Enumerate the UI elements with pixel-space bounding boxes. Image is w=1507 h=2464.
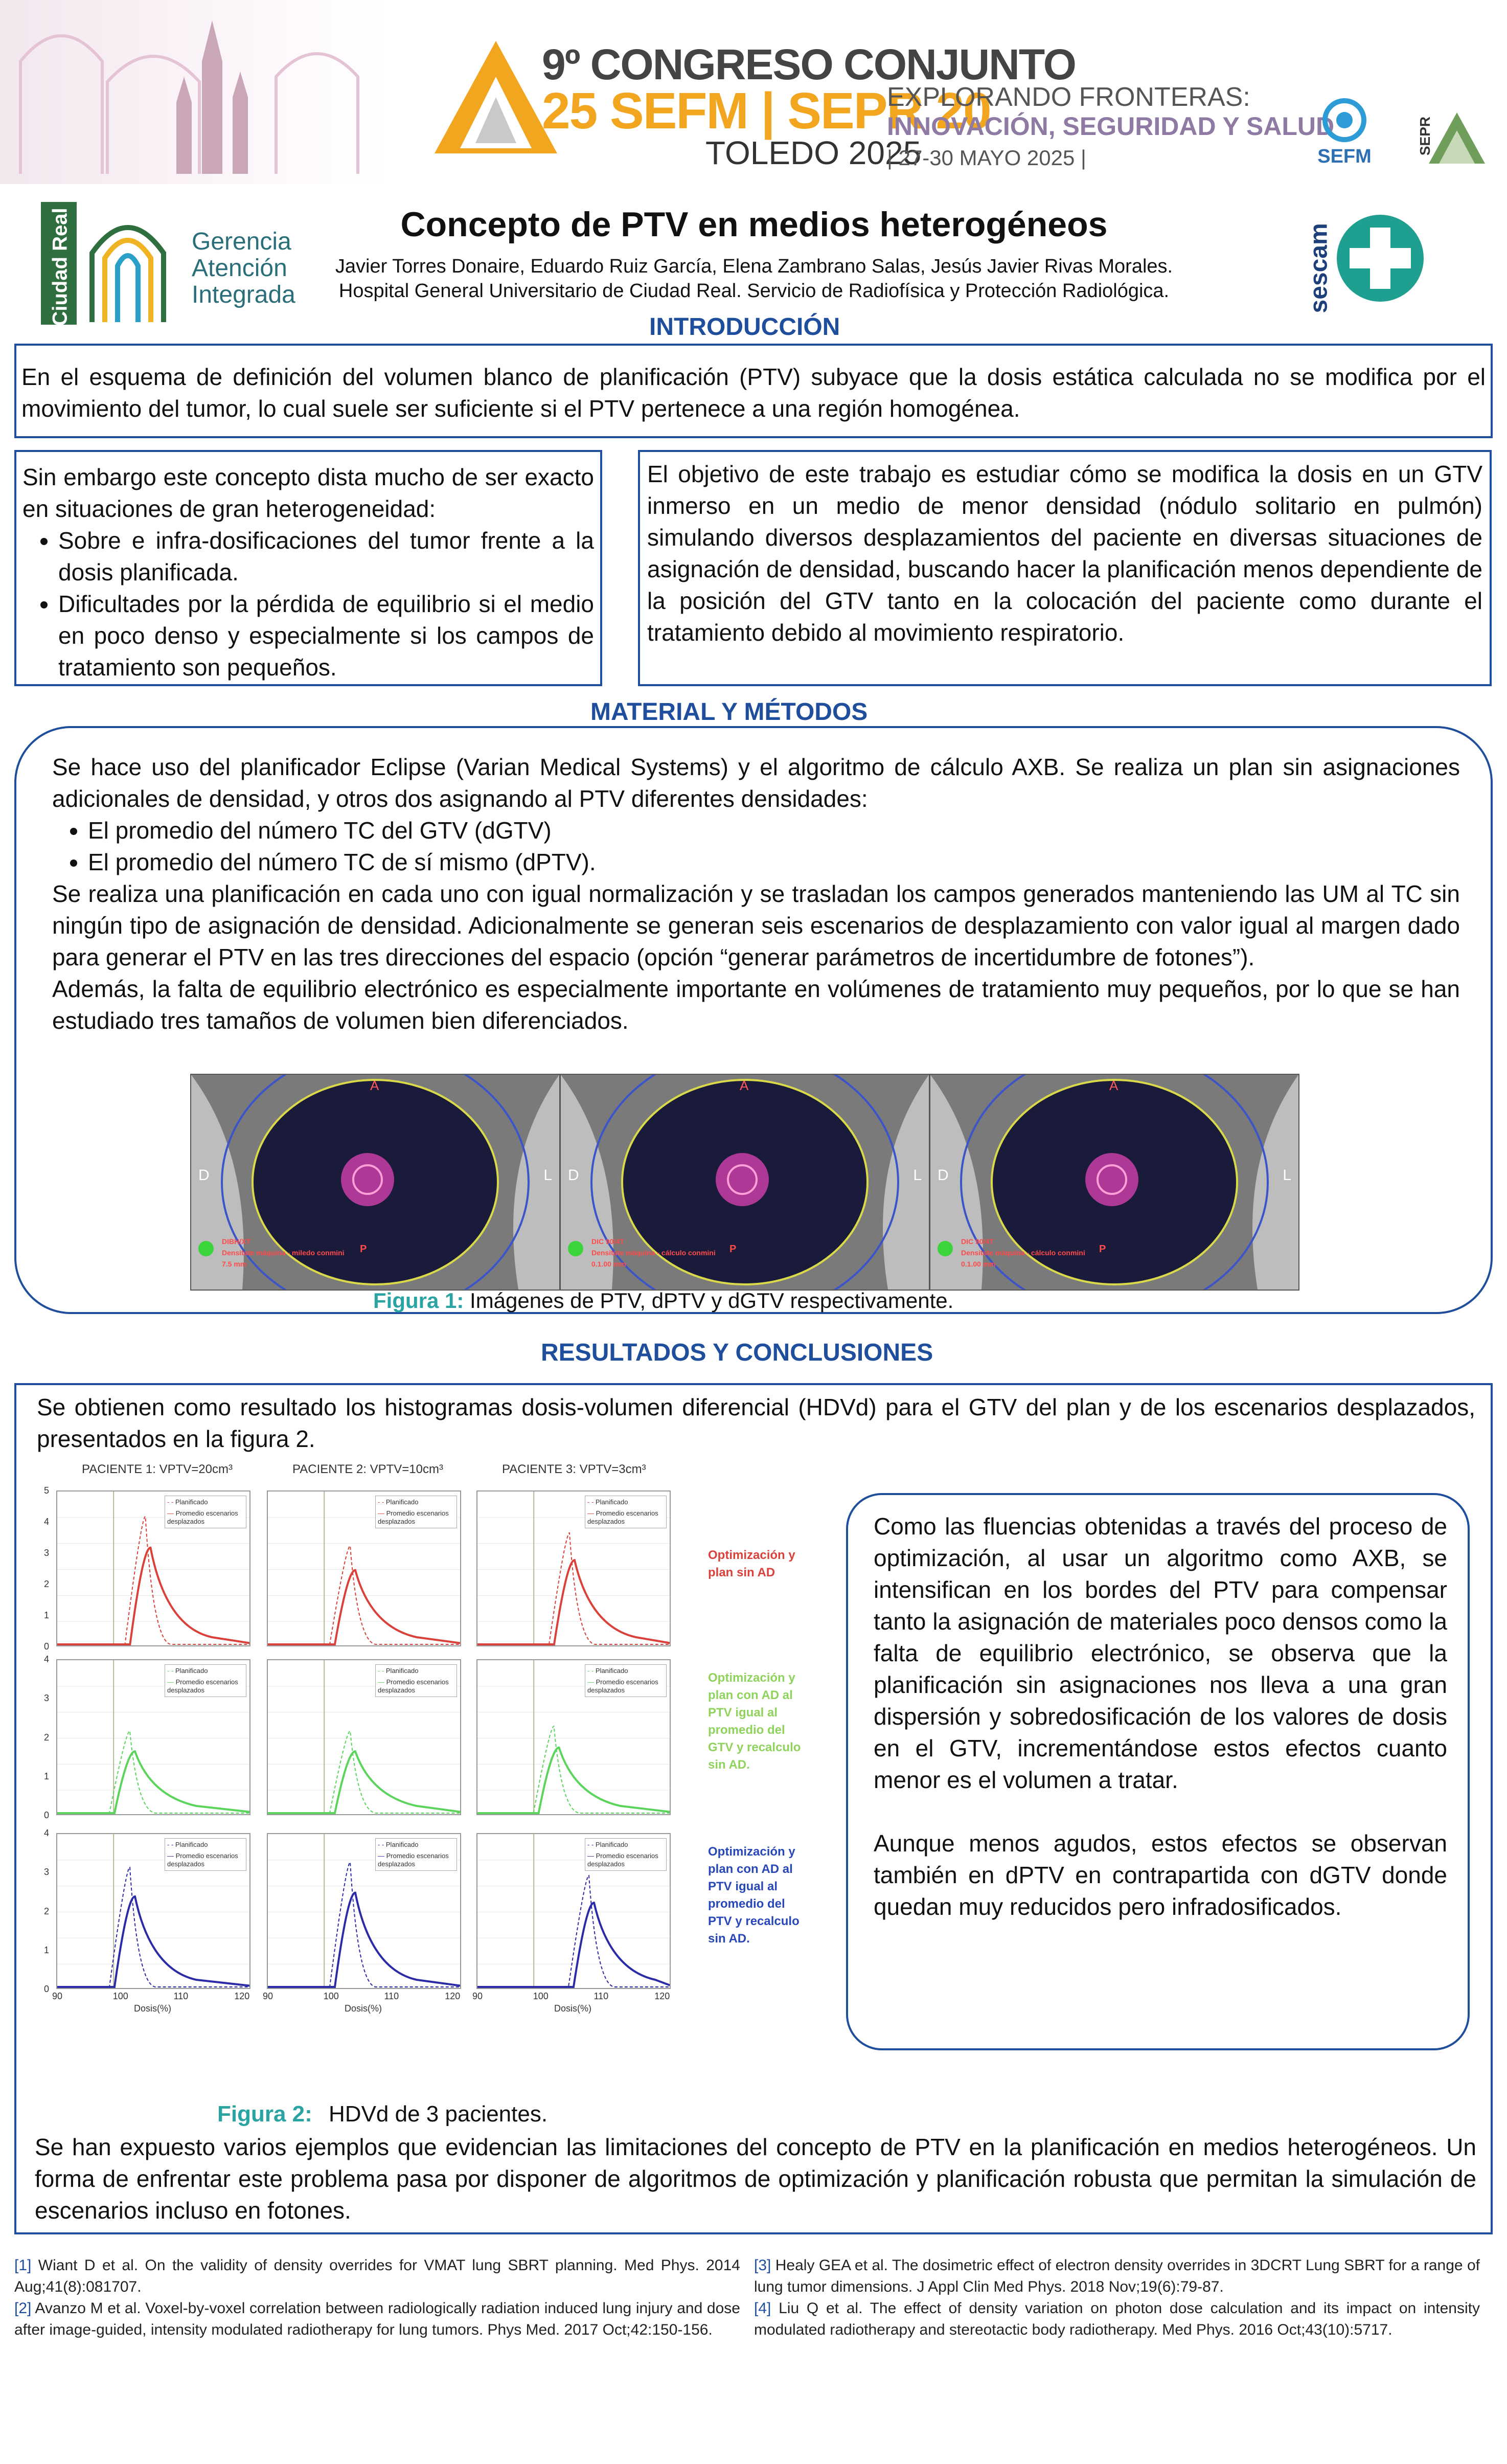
- y-tick-label: 4: [44, 1517, 50, 1527]
- histogram-row-label: Optimización y plan sin AD: [708, 1548, 795, 1579]
- histogram-legend: [165, 1664, 246, 1697]
- planned-series-line: [57, 1517, 249, 1644]
- results-discussion-p2: Aunque menos agudos, estos efectos se observan también en dPTV en contrapartida con dGTV donde quedan muy reducidos pero infradosificados.: [874, 1830, 1447, 1920]
- objective-box: [638, 450, 1492, 686]
- figure-1-caption-text: Imágenes de PTV, dPTV y dGTV respectivamente.: [470, 1288, 954, 1313]
- congress-line2: 25 SEFM | SEPR 20: [542, 82, 991, 140]
- x-tick-label: 110: [384, 1991, 399, 2001]
- histogram-panel: [56, 1659, 250, 1815]
- x-tick-label: 90: [472, 1991, 483, 2001]
- reference-2: [14, 2298, 740, 2341]
- histogram-legend: [375, 1838, 457, 1871]
- average-scenarios-series-line: [268, 1751, 460, 1813]
- histogram-panel: [476, 1490, 671, 1646]
- histogram-legend: [375, 1496, 457, 1528]
- sefm-emblem-icon: [1309, 97, 1380, 143]
- y-tick-label: 5: [44, 1485, 50, 1496]
- congress-dates: | 27-30 MAYO 2025 |: [887, 146, 1086, 170]
- reference-text: Wiant D et al. On the validity of density overrides for VMAT lung SBRT planning. Med Phys. 2014 Aug;41(8):081707.: [14, 2257, 740, 2295]
- tagline-2: INNOVACIÓN, SEGURIDAD Y SALUD: [887, 112, 1335, 141]
- methods-list: [52, 815, 1460, 878]
- legend-average: — Promedio escenarios desplazados: [587, 1509, 658, 1525]
- x-tick-label: 120: [234, 1991, 250, 2001]
- y-tick-label: 0: [44, 1984, 50, 1994]
- average-scenarios-series-line: [268, 1893, 460, 1987]
- x-tick-label: 120: [654, 1991, 670, 2001]
- axis-gizmo-icon: [568, 1241, 583, 1256]
- left-orientation-label: D: [568, 1167, 579, 1184]
- legend-average: — Promedio escenarios desplazados: [167, 1509, 238, 1525]
- y-tick-label: 3: [44, 1693, 50, 1704]
- poster-title: Concepto de PTV en medios heterogéneos: [400, 205, 1108, 244]
- legend-planned: - - Planificado: [378, 1841, 419, 1848]
- objective-text: El objetivo de este trabajo es estudiar cómo se modifica la dosis en un GTV inmerso en un medio de menor densidad (nódulo solitario en pulmón) simulando diversos desplazamientos del paciente en diversas situaciones de asignación de densidad, buscando hacer la planificación menos dependiente de la posición del GTV tanto en la colocación del paciente como durante el tratamiento debido al movimiento respiratorio.: [647, 461, 1482, 646]
- sescam-logo: [1306, 207, 1408, 314]
- average-scenarios-series-line: [57, 1896, 249, 1987]
- methods-p3: Además, la falta de equilibrio electrónico es especialmente importante en volúmenes de tratamiento muy pequeños, por lo que se han estudiado tres tamaños de volumen bien diferenciados.: [52, 976, 1460, 1034]
- methods-p1: Se hace uso del planificador Eclipse (Varian Medical Systems) y el algoritmo de cálculo AXB. Se realiza un plan sin asignaciones adicionales de densidad, y otros dos asignando al PTV diferentes densidades:: [52, 754, 1460, 812]
- list-item: • El promedio del número TC del GTV (dGTV): [88, 815, 1460, 846]
- legend-planned: - - Planificado: [167, 1841, 208, 1848]
- tagline-1: EXPLORANDO FRONTERAS:: [887, 82, 1250, 112]
- sescam-cross-icon: [1337, 207, 1429, 309]
- figure-2-caption-text: HDVd de 3 pacientes.: [329, 2101, 548, 2127]
- reference-number: [1]: [14, 2257, 32, 2274]
- histogram-panel: [476, 1833, 671, 1989]
- results-title: RESULTADOS Y CONCLUSIONES: [541, 1339, 933, 1366]
- average-scenarios-series-line: [477, 1560, 670, 1644]
- toledo-skyline-illustration: [0, 0, 389, 184]
- legend-planned: - - Planificado: [167, 1498, 208, 1506]
- histogram-legend: [375, 1664, 457, 1697]
- figure-2-label: Figura 2:: [217, 2101, 312, 2127]
- y-tick-label: 1: [44, 1610, 50, 1620]
- ciudad-real-vertical: Ciudad Real: [49, 208, 72, 326]
- legend-planned: - - Planificado: [587, 1667, 628, 1675]
- overlay-line: 7.5 mm: [222, 1260, 247, 1268]
- histogram-column-title: PACIENTE 3: VPTV=3cm³: [502, 1462, 646, 1476]
- legend-average: — Promedio escenarios desplazados: [587, 1852, 658, 1868]
- left-orientation-label: D: [198, 1167, 210, 1184]
- x-tick-label: 90: [52, 1991, 63, 2001]
- x-tick-label: 120: [445, 1991, 461, 2001]
- x-axis-label: Dosis(%): [554, 2003, 592, 2014]
- reference-1: [14, 2255, 740, 2298]
- gerencia-line1: Gerencia: [192, 228, 291, 255]
- ct-panel: [929, 1074, 1299, 1291]
- x-tick-label: 90: [263, 1991, 273, 2001]
- figure-1-caption: [373, 1288, 953, 1313]
- ap-label: A: [740, 1078, 749, 1093]
- legend-average: — Promedio escenarios desplazados: [167, 1678, 238, 1694]
- heterogeneity-lead: Sin embargo este concepto dista mucho de ser exacto en situaciones de gran heterogeneidad:: [22, 464, 594, 522]
- ct-image: [930, 1075, 1298, 1290]
- legend-planned: - - Planificado: [587, 1841, 628, 1848]
- list-item: • El promedio del número TC de sí mismo (dPTV).: [88, 846, 1460, 878]
- affiliation: Hospital General Universitario de Ciudad Real. Servicio de Radiofísica y Protección Radiológica.: [338, 280, 1170, 302]
- ap-label: A: [1109, 1078, 1118, 1093]
- y-tick-label: 0: [44, 1810, 50, 1820]
- legend-planned: - - Planificado: [167, 1667, 208, 1675]
- results-discussion-p1: Como las fluencias obtenidas a través del proceso de optimización, al usar un algoritmo como AXB, se intensifican en los bordes del PTV para compensar tanto la asignación de materiales poco densos como la falta de equilibrio electrónico, se observa que la planificación sin asignaciones nos lleva a una gran dispersión y sobredosificación de los valores de dosis en el GTV, incrementándose estos efectos cuanto menor es el volumen a tratar.: [874, 1513, 1447, 1793]
- ct-panel: [560, 1074, 930, 1291]
- axis-gizmo-icon: [938, 1241, 953, 1256]
- conclusion-text: Se han expuesto varios ejemplos que evidencian las limitaciones del concepto de PTV en la planificación en medios heterogéneos. Un forma de enfrentar este problema pasa por disponer de algoritmos de optimización y planificación robusta que permitan la simulación de escenarios incluso en fotones.: [35, 2134, 1476, 2224]
- reference-3: [754, 2255, 1480, 2298]
- average-scenarios-series-line: [477, 1903, 670, 1987]
- histogram-panel: [267, 1659, 461, 1815]
- overlay-mark: P: [1099, 1244, 1106, 1255]
- y-tick-label: 0: [44, 1641, 50, 1652]
- planned-series-line: [477, 1533, 670, 1644]
- histogram-panel: [267, 1490, 461, 1646]
- heterogeneity-list: [22, 525, 594, 683]
- legend-average: — Promedio escenarios desplazados: [378, 1678, 449, 1694]
- methods-title: MATERIAL Y MÉTODOS: [590, 698, 868, 726]
- reference-4: [754, 2298, 1480, 2341]
- histogram-column-title: PACIENTE 2: VPTV=10cm³: [292, 1462, 443, 1476]
- reference-text: Healy GEA et al. The dosimetric effect of electron density overrides in 3DCRT Lung SBRT for a range of lung tumor dimensions. J Appl Clin Med Phys. 2018 Nov;19(6):79-87.: [754, 2257, 1480, 2295]
- reference-text: Liu Q et al. The effect of density variation on photon dose calculation and its impact on intensity modulated radiotherapy and stereotactic body radiotherapy. Med Phys. 2016 Oct;43(10):5717.: [754, 2300, 1480, 2338]
- legend-planned: - - Planificado: [378, 1667, 419, 1675]
- histogram-legend: [165, 1496, 246, 1528]
- overlay-line: 0.1.00 mm: [591, 1260, 626, 1268]
- intro-text: En el esquema de definición del volumen blanco de planificación (PTV) subyace que la dosis estática calculada no se modifica por el movimiento del tumor, lo cual suele ser suficiente si el PTV pertenece a una región homogénea.: [21, 364, 1486, 422]
- overlay-line: Densitate máquina - cálculo conmini: [961, 1249, 1085, 1257]
- gerencia-line2: Atención: [192, 255, 287, 282]
- y-tick-label: 2: [44, 1732, 50, 1743]
- histogram-row-label: Optimización y plan con AD al PTV igual al promedio del GTV y recalculo sin AD.: [708, 1671, 801, 1772]
- gerencia-logo: [41, 202, 296, 325]
- right-orientation-label: L: [543, 1167, 552, 1184]
- overlay-mark: P: [360, 1244, 367, 1255]
- heterogeneity-box: [14, 450, 602, 686]
- histogram-legend: [585, 1838, 667, 1871]
- left-orientation-label: D: [938, 1167, 949, 1184]
- results-p1: Se obtienen como resultado los histogramas dosis-volumen diferencial (HDVd) para el GTV del plan y de los escenarios desplazados, presentados en la figura 2.: [37, 1394, 1475, 1452]
- planned-series-line: [268, 1731, 460, 1813]
- ct-panel: [190, 1074, 560, 1291]
- gerencia-line3: Integrada: [192, 281, 295, 308]
- reference-number: [2]: [14, 2300, 32, 2317]
- overlay-line: Densitate máquina - cálculo conmini: [591, 1249, 716, 1257]
- authors: Javier Torres Donaire, Eduardo Ruiz García, Elena Zambrano Salas, Jesús Javier Rivas Morales.: [335, 256, 1173, 277]
- x-tick-label: 110: [593, 1991, 609, 2001]
- figure-1-label: Figura 1:: [373, 1288, 464, 1313]
- ct-image: [561, 1075, 929, 1290]
- figure-2-caption: [217, 2101, 547, 2127]
- reference-text: Avanzo M et al. Voxel-by-voxel correlation between radiologically radiation induced lung injury and dose after image-guided, intensity modulated radiotherapy for lung tumors. Phys Med. 2017 Oct;42:150-156.: [14, 2300, 740, 2338]
- x-tick-label: 110: [173, 1991, 189, 2001]
- planned-series-line: [477, 1875, 670, 1987]
- sefm-text: SEFM: [1317, 146, 1372, 167]
- overlay-line: DIC 90/4T: [961, 1237, 994, 1246]
- x-axis-label: Dosis(%): [134, 2003, 172, 2014]
- histogram-column-title: PACIENTE 1: VPTV=20cm³: [82, 1462, 233, 1476]
- right-orientation-label: L: [913, 1167, 922, 1184]
- average-scenarios-series-line: [477, 1748, 670, 1813]
- legend-average: — Promedio escenarios desplazados: [378, 1852, 449, 1868]
- y-tick-label: 4: [44, 1654, 50, 1664]
- reference-number: [3]: [754, 2257, 771, 2274]
- histogram-panel: [476, 1659, 671, 1815]
- intro-title: INTRODUCCIÓN: [649, 313, 840, 341]
- axis-gizmo-icon: [198, 1241, 214, 1256]
- y-tick-label: 4: [44, 1828, 50, 1838]
- reference-number: [4]: [754, 2300, 771, 2317]
- planned-series-line: [57, 1867, 249, 1987]
- legend-planned: - - Planificado: [587, 1498, 628, 1506]
- ap-label: A: [370, 1078, 379, 1093]
- sefm-logo: [1309, 97, 1380, 174]
- list-item: • Sobre e infra-dosificaciones del tumor frente a la dosis planificada.: [58, 525, 594, 588]
- overlay-line: 0.1.00 mm: [961, 1260, 996, 1268]
- legend-average: — Promedio escenarios desplazados: [167, 1852, 238, 1868]
- histogram-row-label: Optimización y plan con AD al PTV igual al promedio del PTV y recalculo sin AD.: [708, 1845, 800, 1946]
- overlay-line: Densitate máquina - miledo conmini: [222, 1249, 345, 1257]
- sescam-text: sescam: [1305, 223, 1333, 313]
- histogram-panel: [56, 1490, 250, 1646]
- x-axis-label: Dosis(%): [345, 2003, 382, 2014]
- legend-average: — Promedio escenarios desplazados: [378, 1509, 449, 1525]
- y-tick-label: 3: [44, 1548, 50, 1558]
- right-orientation-label: L: [1283, 1167, 1291, 1184]
- x-tick-label: 100: [112, 1991, 128, 2001]
- congress-line1: 9º CONGRESO CONJUNTO: [542, 40, 1076, 88]
- results-discussion-box: [846, 1493, 1470, 2050]
- x-tick-label: 100: [533, 1991, 549, 2001]
- intro-box: [14, 344, 1493, 438]
- y-tick-label: 1: [44, 1771, 50, 1781]
- y-tick-label: 1: [44, 1945, 50, 1955]
- methods-p2: Se realiza una planificación en cada uno con igual normalización y se trasladan los campos generados manteniendo las UM al TC sin ningún tipo de asignación de densidad. Adicionalmente se generan seis escenarios de desplazamiento con valor igual al margen dado para generar el PTV en las tres direcciones del espacio (opción “generar parámetros de incertidumbre de fotones”).: [52, 880, 1460, 970]
- histogram-legend: [585, 1664, 667, 1697]
- ct-image: [191, 1075, 559, 1290]
- y-tick-label: 2: [44, 1579, 50, 1589]
- histogram-legend: [585, 1496, 667, 1528]
- overlay-mark: P: [729, 1244, 737, 1255]
- planned-series-line: [477, 1726, 670, 1813]
- average-scenarios-series-line: [268, 1570, 460, 1644]
- average-scenarios-series-line: [57, 1751, 249, 1813]
- y-tick-label: 2: [44, 1906, 50, 1916]
- legend-planned: - - Planificado: [378, 1498, 419, 1506]
- histogram-legend: [165, 1838, 246, 1871]
- header-decoration: [0, 0, 389, 184]
- sepr-logo: [1416, 107, 1488, 179]
- histogram-panel: [267, 1833, 461, 1989]
- overlay-line: DIC 90/4T: [591, 1237, 624, 1246]
- sepr-text: SEPR: [1417, 116, 1433, 156]
- overlay-line: DIBH/XT: [222, 1237, 250, 1246]
- planned-series-line: [57, 1731, 249, 1813]
- histogram-panel: [56, 1833, 250, 1989]
- legend-average: — Promedio escenarios desplazados: [587, 1678, 658, 1694]
- list-item: • Dificultades por la pérdida de equilibrio si el medio en poco denso y especialmente si los campos de tratamiento son pequeños.: [58, 588, 594, 683]
- y-tick-label: 3: [44, 1867, 50, 1878]
- x-tick-label: 100: [323, 1991, 339, 2001]
- congress-city: TOLEDO 2025: [705, 134, 922, 171]
